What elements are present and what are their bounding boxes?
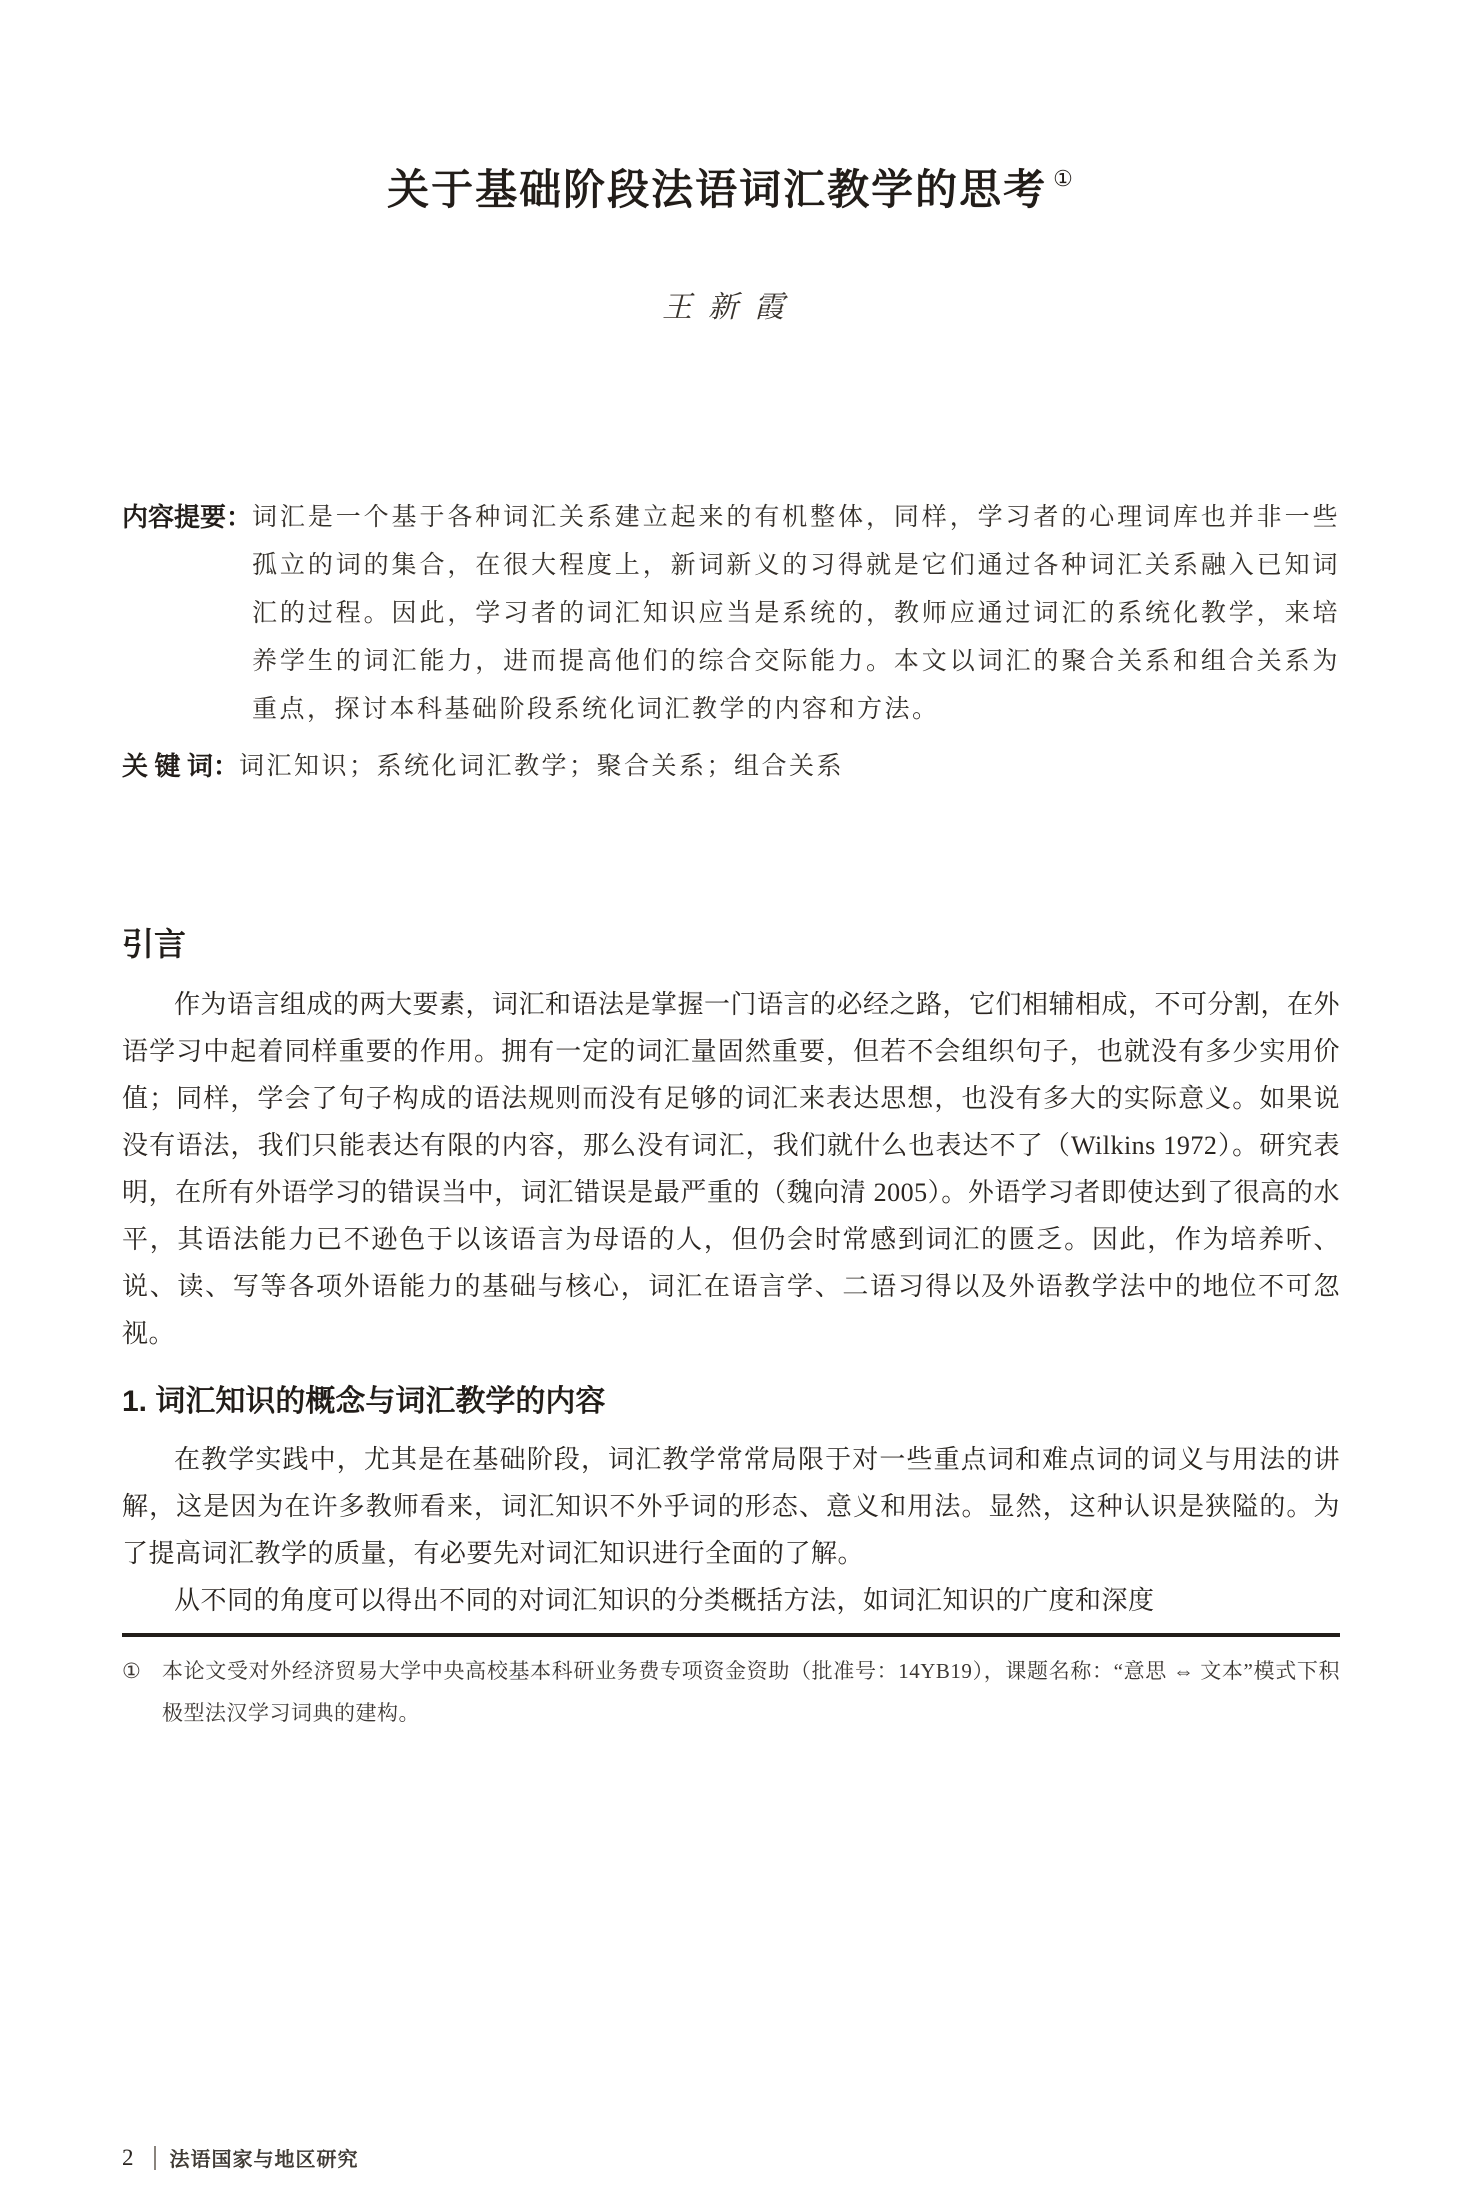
journal-name: 法语国家与地区研究 (169, 2149, 359, 2171)
section-1-paragraph-1: 在教学实践中，尤其是在基础阶段，词汇教学常常局限于对一些重点词和难点词的词义与用法的讲解，这是因为在许多教师看来，词汇知识不外乎词的形态、意义和用法。显然，这种认识是狭隘的。为了提高词汇教学的质量，有必要先对词汇知识进行全面的了解。 (122, 1444, 1340, 1568)
keywords-text: 词汇知识；系统化词汇教学；聚合关系；组合关系 (239, 752, 845, 780)
page-footer (122, 2143, 359, 2172)
footnote-text: 本论文受对外经济贸易大学中央高校基本科研业务费专项资金资助（批准号：14YB19），课题名称：“意思 ⇔ 文本”模式下积极型法汉学习词典的建构。 (162, 1658, 1340, 1725)
keywords-row (122, 743, 1340, 791)
section-heading-intro: 引言 (122, 925, 187, 962)
author-name: 王新霞 (662, 290, 800, 324)
paper-title-text: 关于基础阶段法语词汇教学的思考 (387, 168, 1048, 214)
abstract-row (122, 494, 1340, 734)
section-heading-1: 1. 词汇知识的概念与词汇教学的内容 (122, 1384, 606, 1418)
intro-paragraph: 作为语言组成的两大要素，词汇和语法是掌握一门语言的必经之路，它们相辅相成，不可分割，在外语学习中起着同样重要的作用。拥有一定的词汇量固然重要，但若不会组织句子，也就没有多少实用价值；同样，学会了句子构成的语法规则而没有足够的词汇来表达思想，也没有多大的实际意义。如果说没有语法，我们只能表达有限的内容，那么没有词汇，我们就什么也表达不了（Wilkins 1972）。研究表明，在所有外语学习的错误当中，词汇错误是最严重的（魏向清 2005）。外语学习者即使达到了很高的水平，其语法能力已不逊色于以该语言为母语的人，但仍会时常感到词汇的匮乏。因此，作为培养听、说、读、写等各项外语能力的基础与核心，词汇在语言学、二语习得以及外语教学法中的地位不可忽视。 (122, 989, 1341, 1348)
title-footnote-mark: ① (1053, 166, 1075, 191)
footnote-mark: ① (122, 1658, 141, 1683)
paper-title (122, 163, 1340, 220)
keywords-label: 关 键 词： (122, 751, 240, 781)
footnote (122, 1650, 1340, 1734)
footnote-rule (122, 1633, 1340, 1637)
abstract-block (122, 494, 1340, 791)
document-page (0, 163, 1457, 2211)
page-number: 2 (122, 2144, 134, 2170)
abstract-text: 词汇是一个基于各种词汇关系建立起来的有机整体，同样，学习者的心理词库也并非一些孤立的词的集合，在很大程度上，新词新义的习得就是它们通过各种词汇关系融入已知词汇的过程。因此，学习者的词汇知识应当是系统的，教师应通过词汇的系统化教学，来培养学生的词汇能力，进而提高他们的综合交际能力。本文以词汇的聚合关系和组合关系为重点，探讨本科基础阶段系统化词汇教学的内容和方法。 (252, 503, 1340, 723)
abstract-label: 内容提要： (122, 502, 253, 532)
footer-divider (154, 2146, 156, 2170)
section-1-paragraph-2: 从不同的角度可以得出不同的对词汇知识的分类概括方法，如词汇知识的广度和深度 (174, 1585, 1155, 1615)
